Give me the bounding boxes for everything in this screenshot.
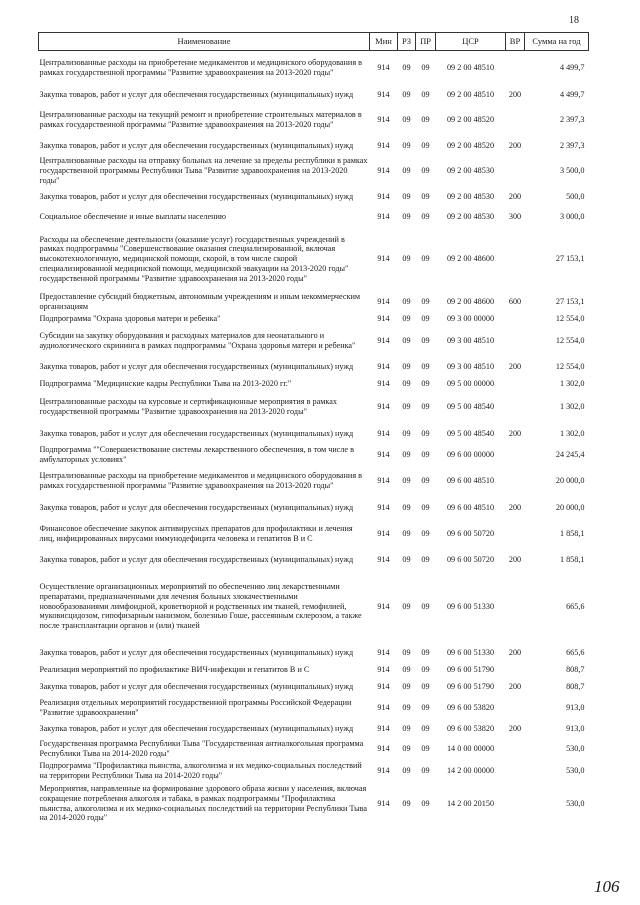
table-row: [39, 760, 589, 782]
table-cell-rz: 09: [402, 62, 411, 72]
table-row: [39, 423, 589, 445]
table-cell-name: Централизованные расходы на курсовые и сертификационные мероприятия в рамках государственной программы "Развитие здравоохранения на 2013-2020 годы": [39, 396, 338, 416]
table-cell-csr: 09 2 00 48600: [446, 254, 495, 264]
table-cell-csr: 09 2 00 48530: [446, 211, 495, 221]
table-cell-csr: 09 6 00 50720: [446, 555, 495, 565]
table-cell-vr: [506, 782, 525, 826]
table-cell-csr: 09 3 00 48510: [446, 336, 495, 346]
table-cell-pr: 09: [421, 502, 430, 512]
table-row: [39, 312, 589, 326]
table-cell-rz: 09: [402, 702, 411, 712]
table-cell-pr: 09: [421, 191, 430, 201]
table-cell-csr: 09 2 00 48530: [446, 191, 495, 201]
table-row: [39, 326, 589, 357]
table-cell-csr: 09 6 00 53820: [446, 723, 495, 733]
table-cell-sum: 665,6: [566, 601, 585, 611]
table-cell-rz: 09: [402, 140, 411, 150]
table-cell-sum: 1 858,1: [559, 555, 585, 565]
header-name: Наименование: [39, 33, 370, 51]
table-cell-pr: 09: [421, 140, 430, 150]
table-row: [39, 187, 589, 207]
table-cell-rz: 09: [402, 529, 411, 539]
table-row: [39, 391, 589, 423]
table-cell-vr: 200: [508, 647, 522, 657]
table-cell-csr: 09 6 00 48510: [446, 476, 495, 486]
table-cell-min: 914: [377, 313, 390, 323]
table-row: [39, 663, 589, 677]
table-cell-rz: 09: [402, 89, 411, 99]
table-cell-sum: 1 302,0: [559, 401, 585, 411]
table-cell-csr: 09 6 00 53820: [446, 702, 495, 712]
table-cell-csr: 09 5 00 48540: [446, 401, 495, 411]
table-cell-min: 914: [377, 601, 390, 611]
table-cell-name: Подпрограмма "Охрана здоровья матери и ребенка": [39, 313, 221, 323]
table-cell-name: Централизованные расходы на текущий ремонт и приобретение строительных материалов в рамках государственной программы "Развитие здравоохранения на 2013-2020 годы": [39, 110, 362, 129]
table-cell-pr: 09: [421, 336, 430, 346]
table-row: [39, 571, 589, 643]
table-cell-rz: 09: [402, 664, 411, 674]
table-cell-sum: 27 153,1: [555, 254, 585, 264]
table-cell-name: Подпрограмма "Профилактика пьянства, алкоголизма и их медико-социальных последствий на территории Республики Тыва на 2014-2020 годы": [39, 760, 362, 780]
table-cell-csr: 09 6 00 51790: [446, 664, 495, 674]
table-cell-csr: 09 5 00 00000: [446, 378, 495, 388]
table-cell-min: 914: [377, 450, 390, 460]
table-cell-sum: 530,0: [566, 765, 585, 775]
table-cell-pr: 09: [421, 428, 430, 438]
table-cell-pr: 09: [421, 361, 430, 371]
table-cell-name: Закупка товаров, работ и услуг для обеспечения государственных (муниципальных) нужд: [39, 140, 354, 150]
table-cell-min: 914: [377, 647, 390, 657]
table-cell-sum: 808,7: [566, 681, 585, 691]
table-cell-vr: 200: [508, 723, 522, 733]
table-cell-min: 914: [377, 254, 390, 264]
table-cell-rz: 09: [402, 601, 411, 611]
table-cell-rz: 09: [402, 476, 411, 486]
table-cell-vr: [506, 663, 525, 677]
table-cell-min: 914: [377, 62, 390, 72]
table-cell-vr: [506, 571, 525, 643]
table-cell-pr: 09: [421, 211, 430, 221]
table-cell-min: 914: [377, 798, 390, 808]
table-cell-csr: 09 2 00 48530: [446, 166, 495, 176]
table-cell-csr: 09 6 00 51330: [446, 601, 495, 611]
table-cell-name: Подпрограмма "Медицинские кадры Республики Тыва на 2013-2020 гг.": [39, 378, 292, 388]
table-cell-csr: 09 6 00 00000: [446, 450, 495, 460]
header-sum: Сумма на год: [525, 33, 589, 51]
table-cell-csr: 09 3 00 00000: [446, 313, 495, 323]
table-cell-min: 914: [377, 191, 390, 201]
table-cell-pr: 09: [421, 296, 430, 306]
table-cell-sum: 2 397,3: [559, 115, 585, 125]
table-cell-pr: 09: [421, 723, 430, 733]
table-cell-pr: 09: [421, 702, 430, 712]
table-cell-csr: 09 2 00 48510: [446, 62, 495, 72]
table-cell-rz: 09: [402, 555, 411, 565]
table-cell-name: Закупка товаров, работ и услуг для обеспечения государственных (муниципальных) нужд: [39, 723, 354, 733]
table-cell-sum: 1 302,0: [559, 378, 585, 388]
table-cell-sum: 3 000,0: [559, 211, 585, 221]
header-min: Мин: [370, 33, 398, 51]
page-number: 18: [569, 15, 579, 26]
table-cell-rz: 09: [402, 191, 411, 201]
table-cell-name: Финансовое обеспечение закупок антивирусных препаратов для профилактики и лечения лиц, инфицированных вирусами иммунодефицита человека и гепатитов В и С: [39, 524, 353, 543]
table-cell-sum: 1 302,0: [559, 428, 585, 438]
table-cell-min: 914: [377, 166, 390, 176]
table-cell-min: 914: [377, 296, 390, 306]
table-row: [39, 739, 589, 760]
table-cell-rz: 09: [402, 681, 411, 691]
table-cell-min: 914: [377, 428, 390, 438]
table-cell-pr: 09: [421, 555, 430, 565]
table-cell-sum: 12 554,0: [555, 336, 585, 346]
table-cell-csr: 14 2 00 20150: [446, 798, 495, 808]
table-cell-rz: 09: [402, 296, 411, 306]
table-cell-rz: 09: [402, 378, 411, 388]
table-row: [39, 697, 589, 719]
table-row: [39, 85, 589, 105]
table-cell-rz: 09: [402, 744, 411, 754]
table-row: [39, 497, 589, 519]
table-cell-name: Централизованные расходы на приобретение медикаментов и медицинского оборудования в рамках государственной программы "Развитие здравоохранения на 2013-2020 годы": [39, 471, 362, 490]
table-cell-sum: 12 554,0: [555, 361, 585, 371]
table-cell-pr: 09: [421, 529, 430, 539]
table-cell-csr: 09 6 00 48510: [446, 502, 495, 512]
table-cell-sum: 913,0: [566, 723, 585, 733]
table-cell-name: Закупка товаров, работ и услуг для обеспечения государственных (муниципальных) нужд: [39, 502, 354, 512]
table-row: [39, 357, 589, 377]
table-cell-rz: 09: [402, 313, 411, 323]
table-cell-min: 914: [377, 336, 390, 346]
table-cell-pr: 09: [421, 450, 430, 460]
table-cell-pr: 09: [421, 62, 430, 72]
table-cell-pr: 09: [421, 254, 430, 264]
header-csr: ЦСР: [436, 33, 506, 51]
table-cell-sum: 20 000,0: [555, 502, 585, 512]
table-row: [39, 51, 589, 85]
table-cell-min: 914: [377, 140, 390, 150]
page-corner-mark: 106: [594, 877, 620, 896]
table-row: [39, 377, 589, 391]
table-cell-vr: [506, 105, 525, 136]
table-cell-min: 914: [377, 529, 390, 539]
table-cell-min: 914: [377, 664, 390, 674]
table-cell-csr: 09 2 00 48520: [446, 115, 495, 125]
table-cell-pr: 09: [421, 401, 430, 411]
table-cell-rz: 09: [402, 428, 411, 438]
table-cell-vr: [506, 156, 525, 187]
table-cell-rz: 09: [402, 336, 411, 346]
table-cell-sum: 3 500,0: [559, 166, 585, 176]
table-cell-rz: 09: [402, 254, 411, 264]
table-cell-name: Реализация мероприятий по профилактике ВИЧ-инфекции и гепатитов В и С: [39, 664, 310, 674]
table-cell-csr: 14 0 00 00000: [446, 744, 495, 754]
table-cell-name: Подпрограмма ""Совершенствование системы лекарственного обеспечения, в том числе в амбулаторных условиях": [39, 445, 354, 464]
table-cell-sum: 20 000,0: [555, 476, 585, 486]
table-cell-name: Расходы на обеспечение деятельности (оказание услуг) государственных учреждений в рамках подпрограммы "Совершенствование оказания специализированной, включая высокотехнологичную, медицинской помощи, скорой, в том числе скорой специализированной медицинской помощи, медицинской эвакуации на 2013-2020 годы" государственной программы "Развитие здравоохранения на 2013-2020 годы": [39, 234, 349, 283]
table-cell-min: 914: [377, 361, 390, 371]
table-cell-min: 914: [377, 555, 390, 565]
table-cell-name: Централизованные расходы на отправку больных на лечение за пределы республики в рамках государственной программы Республики Тыва "Развитие здравоохранения на 2013-2020 годы": [39, 156, 368, 185]
table-row: [39, 719, 589, 739]
table-cell-min: 914: [377, 211, 390, 221]
table-cell-csr: 09 2 00 48520: [446, 140, 495, 150]
table-cell-csr: 09 6 00 50720: [446, 529, 495, 539]
table-cell-csr: 14 2 00 00000: [446, 765, 495, 775]
table-cell-rz: 09: [402, 765, 411, 775]
table-cell-vr: 200: [508, 428, 522, 438]
table-cell-name: Мероприятия, направленные на формирование здорового образа жизни у населения, включая сокращение потребления алкоголя и табака, в рамках подпрограммы "Профилактика пьянства, алкоголизма и их медико-социальных последствий на территории Республики Тыва на 2014-2020 годы": [39, 784, 367, 823]
table-cell-pr: 09: [421, 664, 430, 674]
table-cell-vr: 200: [508, 361, 522, 371]
table-cell-min: 914: [377, 744, 390, 754]
table-cell-vr: [506, 312, 525, 326]
table-cell-pr: 09: [421, 115, 430, 125]
header-vr: ВР: [506, 33, 525, 51]
table-cell-name: Закупка товаров, работ и услуг для обеспечения государственных (муниципальных) нужд: [39, 555, 354, 565]
table-cell-name: Закупка товаров, работ и услуг для обеспечения государственных (муниципальных) нужд: [39, 191, 354, 201]
table-cell-pr: 09: [421, 378, 430, 388]
table-cell-name: Государственная программа Республики Тыва "Государственная антиалкогольная программа Республики Тыва на 2014-2020 годы": [39, 739, 364, 758]
table-cell-min: 914: [377, 476, 390, 486]
table-cell-min: 914: [377, 723, 390, 733]
table-cell-pr: 09: [421, 744, 430, 754]
table-cell-sum: 27 153,1: [555, 296, 585, 306]
table-cell-name: Закупка товаров, работ и услуг для обеспечения государственных (муниципальных) нужд: [39, 681, 354, 691]
table-cell-vr: [506, 51, 525, 85]
table-cell-csr: 09 5 00 48540: [446, 428, 495, 438]
table-row: [39, 445, 589, 466]
table-cell-name: Осуществление организационных мероприятий по обеспечению лиц лекарственными препаратами, предназначенными для лечения больных злокачественными новообразованиями лимфоидной, кроветворной и родственных им тканей, гемофилией, муковисцидозом, гипофизарным нанизмом, болезнью Гоше, рассеянным склерозом, а также после трансплантации органов и (или) тканей: [39, 582, 362, 630]
table-cell-min: 914: [377, 378, 390, 388]
table-cell-sum: 4 499,7: [559, 62, 585, 72]
table-cell-pr: 09: [421, 647, 430, 657]
table-cell-name: Закупка товаров, работ и услуг для обеспечения государственных (муниципальных) нужд: [39, 647, 354, 657]
table-cell-vr: 200: [508, 681, 522, 691]
table-cell-vr: [506, 760, 525, 782]
table-cell-rz: 09: [402, 166, 411, 176]
table-cell-csr: 09 2 00 48510: [446, 89, 495, 99]
table-cell-pr: 09: [421, 765, 430, 775]
table-cell-sum: 808,7: [566, 664, 585, 674]
table-cell-vr: [506, 377, 525, 391]
table-cell-sum: 12 554,0: [555, 313, 585, 323]
table-cell-rz: 09: [402, 450, 411, 460]
table-cell-pr: 09: [421, 476, 430, 486]
table-header-row: [39, 33, 589, 51]
table-cell-rz: 09: [402, 798, 411, 808]
table-row: [39, 207, 589, 227]
table-row: [39, 292, 589, 312]
table-cell-rz: 09: [402, 502, 411, 512]
table-row: [39, 136, 589, 156]
table-cell-sum: 24 245,4: [555, 450, 585, 460]
table-cell-vr: [506, 519, 525, 550]
header-rz: РЗ: [398, 33, 416, 51]
table-row: [39, 519, 589, 550]
table-row: [39, 227, 589, 292]
table-cell-pr: 09: [421, 798, 430, 808]
table-cell-csr: 09 6 00 51330: [446, 647, 495, 657]
table-cell-vr: 200: [508, 502, 522, 512]
table-cell-vr: [506, 697, 525, 719]
table-cell-vr: [506, 391, 525, 423]
table-row: [39, 105, 589, 136]
table-cell-vr: 200: [508, 191, 522, 201]
table-cell-sum: 913,0: [566, 702, 585, 712]
table-cell-sum: 4 499,7: [559, 89, 585, 99]
table-cell-rz: 09: [402, 401, 411, 411]
header-pr: ПР: [416, 33, 436, 51]
table-cell-vr: 200: [508, 140, 522, 150]
table-cell-pr: 09: [421, 166, 430, 176]
table-cell-vr: [506, 227, 525, 292]
table-cell-pr: 09: [421, 313, 430, 323]
table-cell-csr: 09 2 00 48600: [446, 296, 495, 306]
table-cell-vr: [506, 466, 525, 497]
table-cell-vr: [506, 445, 525, 466]
table-row: [39, 156, 589, 187]
table-cell-pr: 09: [421, 601, 430, 611]
table-cell-min: 914: [377, 115, 390, 125]
table-cell-name: Реализация отдельных мероприятий государственной программы Российской Федерации "Развитие здравоохранения": [39, 697, 352, 717]
table-cell-vr: [506, 326, 525, 357]
table-cell-name: Закупка товаров, работ и услуг для обеспечения государственных (муниципальных) нужд: [39, 428, 354, 438]
table-cell-sum: 530,0: [566, 744, 585, 754]
table-cell-sum: 530,0: [566, 798, 585, 808]
table-cell-vr: 300: [508, 211, 522, 221]
table-cell-min: 914: [377, 681, 390, 691]
table-cell-csr: 09 3 00 48510: [446, 361, 495, 371]
table-cell-rz: 09: [402, 361, 411, 371]
table-cell-vr: [506, 739, 525, 760]
table-cell-name: Субсидии на закупку оборудования и расходных материалов для неонатального и аудиологического скрининга в рамках подпрограммы "Охрана здоровья матери и ребенка": [39, 331, 356, 350]
table-cell-pr: 09: [421, 681, 430, 691]
table-cell-rz: 09: [402, 211, 411, 221]
table-cell-min: 914: [377, 765, 390, 775]
table-cell-min: 914: [377, 502, 390, 512]
table-cell-sum: 1 858,1: [559, 529, 585, 539]
table-cell-pr: 09: [421, 89, 430, 99]
table-cell-vr: 600: [508, 296, 522, 306]
table-cell-name: Предоставление субсидий бюджетным, автономным учреждениям и иным некоммерческим организациям: [39, 291, 361, 311]
table-row: [39, 466, 589, 497]
table-cell-rz: 09: [402, 723, 411, 733]
table-cell-min: 914: [377, 89, 390, 99]
table-cell-name: Закупка товаров, работ и услуг для обеспечения государственных (муниципальных) нужд: [39, 361, 354, 371]
table-cell-rz: 09: [402, 647, 411, 657]
table-cell-sum: 2 397,3: [559, 140, 585, 150]
table-cell-vr: 200: [508, 555, 522, 565]
table-cell-sum: 665,6: [566, 647, 585, 657]
table-cell-min: 914: [377, 702, 390, 712]
table-cell-sum: 500,0: [566, 191, 585, 201]
table-cell-min: 914: [377, 401, 390, 411]
table-row: [39, 550, 589, 571]
table-cell-vr: 200: [508, 89, 522, 99]
budget-table: [38, 32, 589, 826]
table-cell-name: Закупка товаров, работ и услуг для обеспечения государственных (муниципальных) нужд: [39, 89, 354, 99]
table-cell-csr: 09 6 00 51790: [446, 681, 495, 691]
table-row: [39, 643, 589, 663]
table-cell-name: Централизованные расходы на приобретение медикаментов и медицинского оборудования в рамках государственной программы "Развитие здравоохранения на 2013-2020 годы": [39, 58, 362, 77]
table-cell-name: Социальное обеспечение и иные выплаты населению: [39, 211, 226, 221]
table-row: [39, 677, 589, 697]
table-row: [39, 782, 589, 826]
table-cell-rz: 09: [402, 115, 411, 125]
